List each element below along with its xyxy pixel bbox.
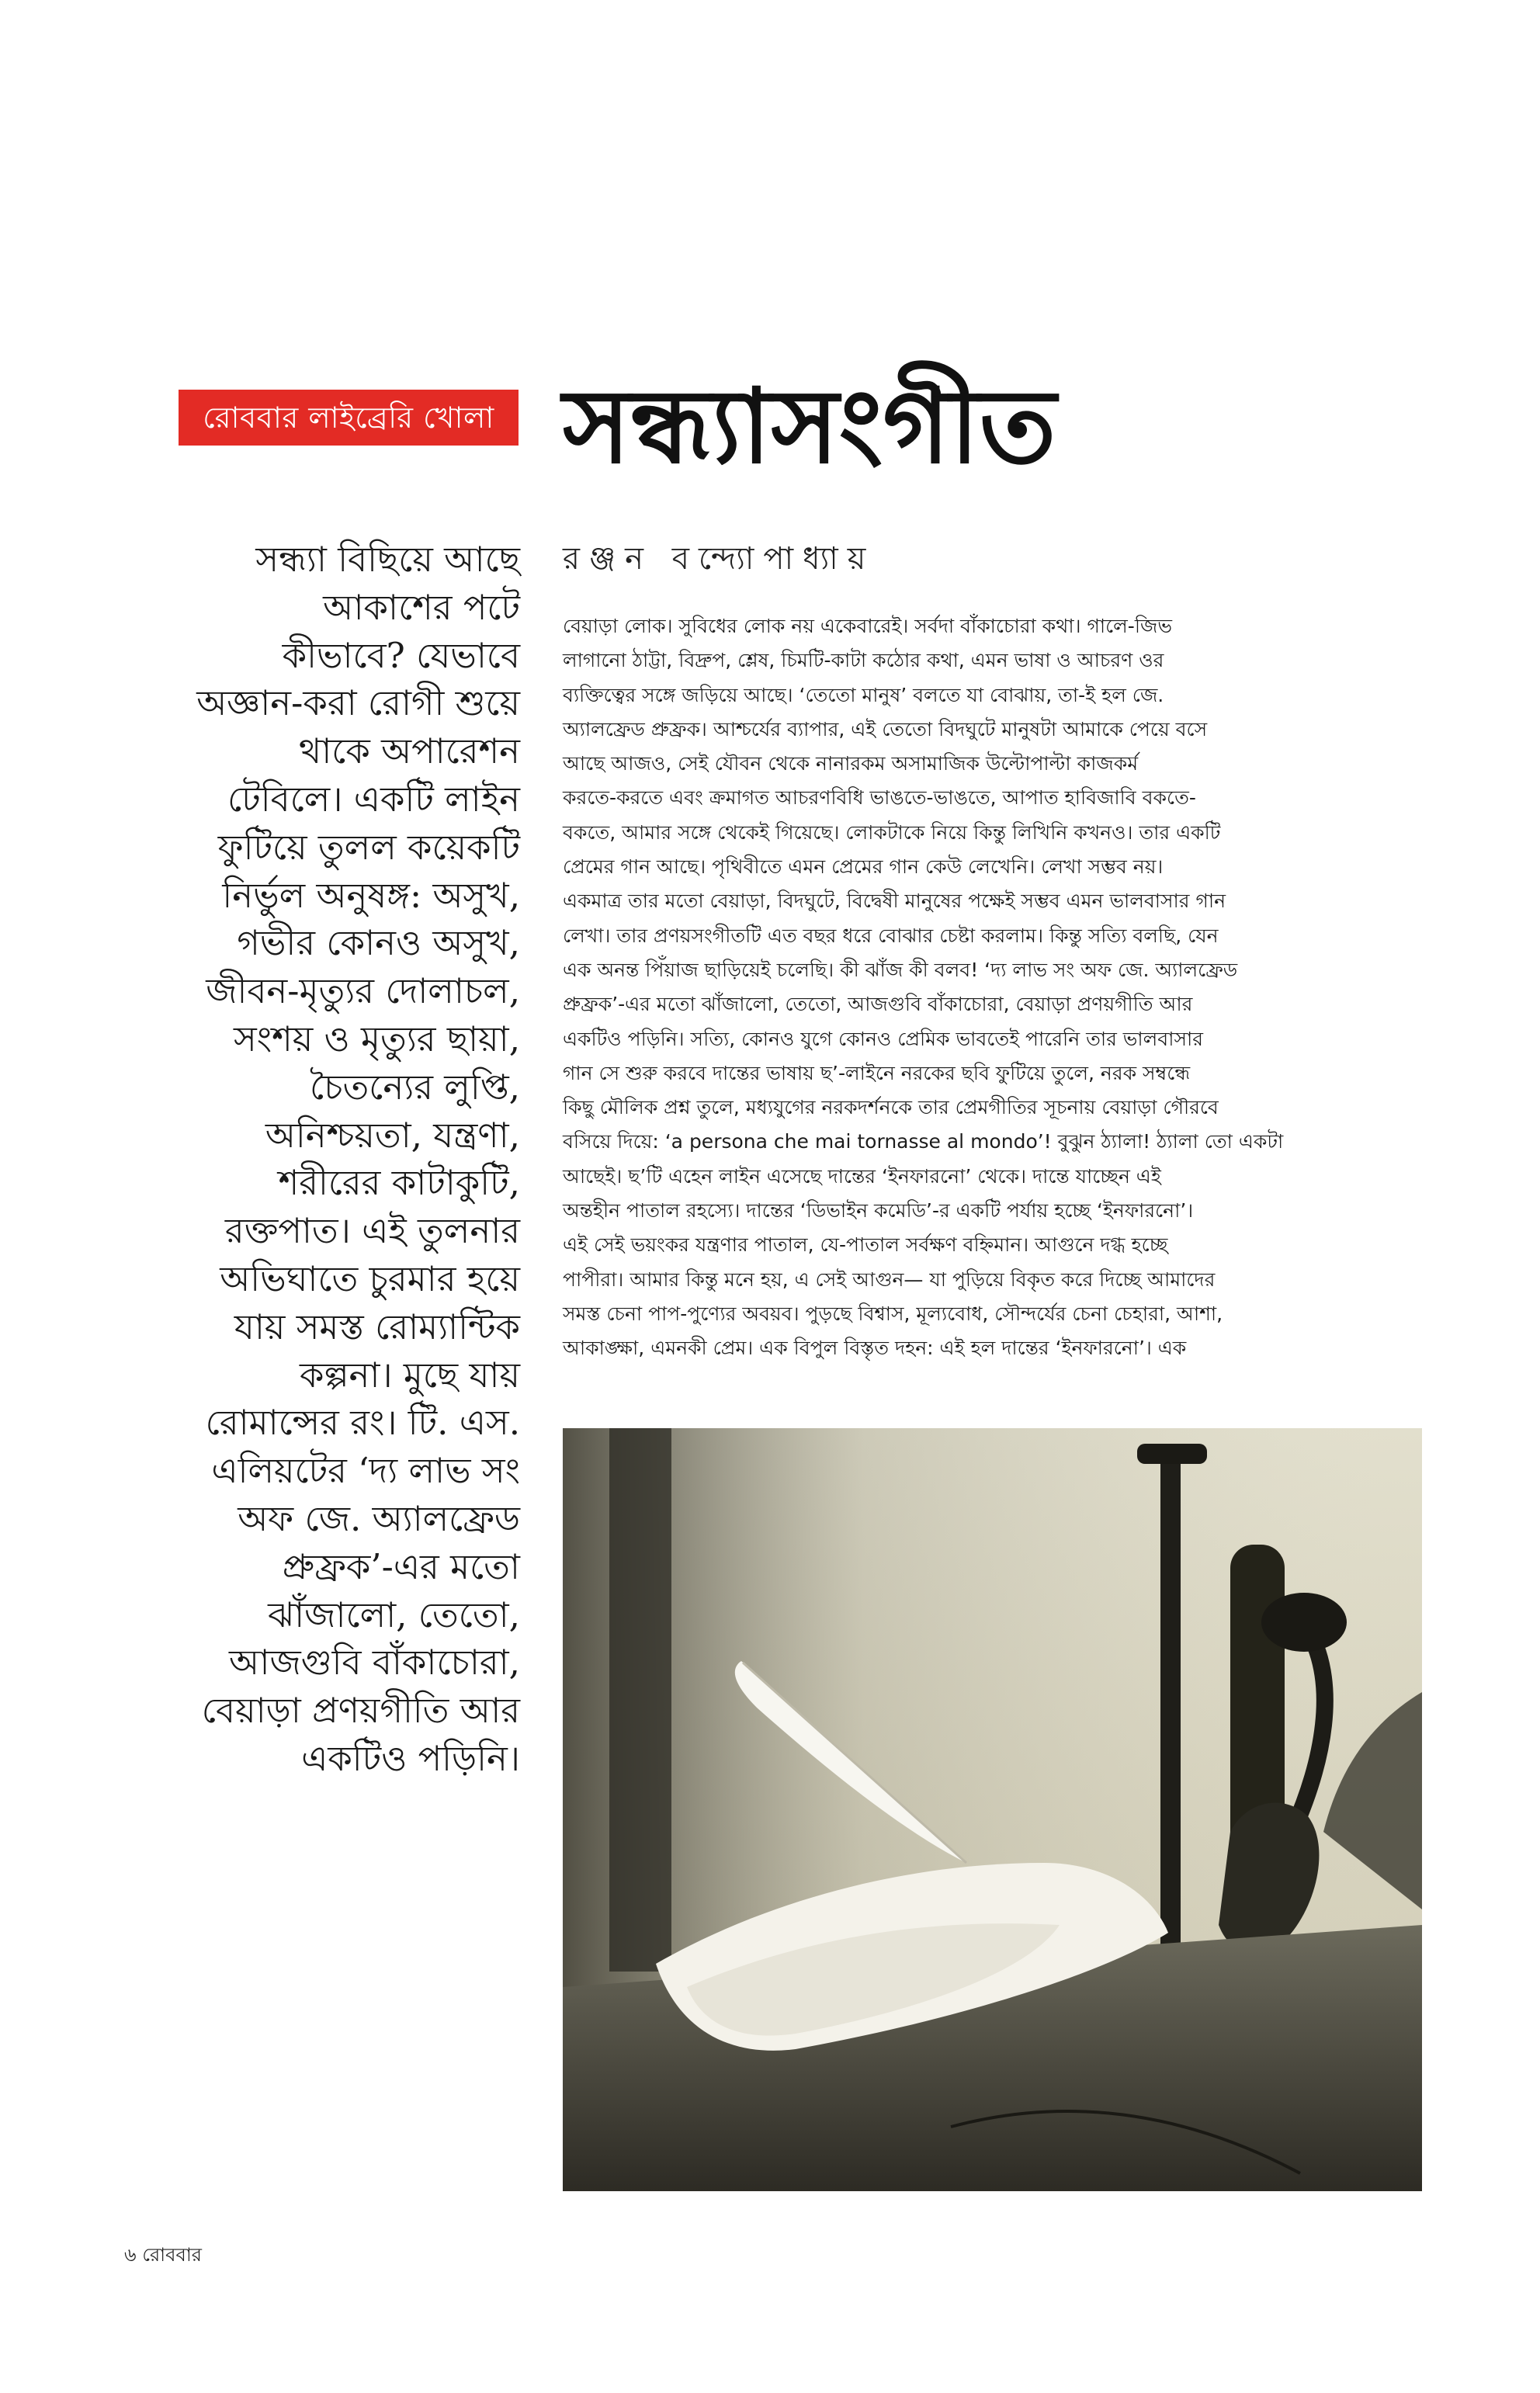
pull-quote-line: অজ্ঞান-করা রোগী শুয়ে (196, 682, 520, 724)
candle-stand-left (1160, 1459, 1181, 1956)
pull-quote-line: থাকে অপারেশন (299, 730, 520, 772)
candle-holder (1137, 1444, 1207, 1464)
body-line: ব্যক্তিত্বের সঙ্গে জড়িয়ে আছে। ‘তেতো মানুষ’ বলতে যা বোঝায়, তা-ই হল জে. (563, 683, 1164, 706)
pull-quote-line: শরীরের কাটাকুটি, (278, 1162, 520, 1204)
body-line: আকাঙ্ক্ষা, এমনকী প্রেম। এক বিপুল বিস্তৃত দহন: এই হল দান্তের ‘ইনফারনো’। এক (563, 1337, 1187, 1360)
background-post (609, 1428, 671, 1972)
pull-quote-line: কল্পনা। মুছে যায় (299, 1354, 520, 1396)
writing-desk-illustration (563, 1428, 1422, 2191)
body-line: বসিয়ে দিয়ে: ‘a persona che mai tornasse al mondo’! বুঝুন ঠ্যালা! ঠ্যালা তো একটা (563, 1130, 1284, 1153)
pull-quote-line: টেবিলে। একটি লাইন (227, 778, 520, 820)
inkstand-head (1261, 1593, 1347, 1652)
pull-quote (124, 536, 520, 1783)
body-line: এই সেই ভয়ংকর যন্ত্রণার পাতাল, যে-পাতাল সর্বক্ষণ বহ্নিমান। আগুনে দগ্ধ হচ্ছে (563, 1233, 1168, 1257)
body-line: বেয়াড়া লোক। সুবিধের লোক নয় একেবারেই। সর্বদা বাঁকাচোরা কথা। গালে-জিভ (563, 615, 1172, 637)
pull-quote-line: ফুটিয়ে তুলল কয়েকটি (217, 826, 520, 868)
pull-quote-line: প্রুফ্রক’-এর মতো (282, 1545, 520, 1587)
body-line: করতে-করতে এবং ক্রমাগত আচরণবিধি ভাঙতে-ভাঙতে, আপাত হাবিজাবি বকতে- (563, 786, 1196, 810)
pull-quote-line: চৈতন্যের লুপ্তি, (310, 1066, 520, 1108)
pull-quote-line: অফ জে. অ্যালফ্রেড (238, 1497, 520, 1539)
body-line: লাগানো ঠাট্টা, বিদ্রুপ, শ্লেষ, চিমটি-কাটা কঠোর কথা, এমন ভাষা ও আচরণ ওর (563, 649, 1164, 672)
pull-quote-line: ঝাঁজালো, তেতো, (268, 1594, 520, 1635)
pull-quote-line: আকাশের পটে (323, 586, 520, 628)
pull-quote-line: গভীর কোনও অসুখ, (237, 922, 520, 964)
body-line: লেখা। তার প্রণয়সংগীতটি এত বছর ধরে বোঝার চেষ্টা করলাম। কিন্তু সত্যি বলছি, যেন (563, 924, 1219, 947)
pull-quote-line: রক্তপাত। এই তুলনার (224, 1210, 520, 1252)
pull-quote-line: অভিঘাতে চুরমার হয়ে (220, 1257, 520, 1299)
pull-quote-line: সংশয় ও মৃত্যুর ছায়া, (234, 1018, 520, 1060)
pull-quote-line: এলিয়টের ‘দ্য লাভ সং (211, 1450, 520, 1492)
body-line: এক অনন্ত পিঁয়াজ ছাড়িয়েই চলেছি। কী ঝাঁজ কী বলব! ‘দ্য লাভ সং অফ জে. অ্যালফ্রেড (563, 958, 1238, 981)
pull-quote-line: যায় সমস্ত রোম্যান্টিক (234, 1306, 520, 1347)
body-line: অ্যালফ্রেড প্রুফ্রক। আশ্চর্যের ব্যাপার, এই তেতো বিদঘুটে মানুষটা আমাকে পেয়ে বসে (563, 717, 1208, 740)
body-line: আছে আজও, সেই যৌবন থেকে নানারকম অসামাজিক উল্টোপাল্টা কাজকর্ম (563, 752, 1139, 775)
article-photo (563, 1428, 1422, 2191)
pull-quote-line: আজগুবি বাঁকাচোরা, (228, 1642, 520, 1684)
pull-quote-line: সন্ধ্যা বিছিয়ে আছে (255, 539, 520, 580)
pull-quote-line: অনিশ্চয়তা, যন্ত্রণা, (265, 1114, 520, 1156)
pull-quote-line: নির্ভুল অনুষঙ্গ: অসুখ, (222, 874, 520, 916)
pull-quote-line: রোমান্সের রং। টি. এস. (205, 1402, 520, 1444)
pull-quote-line: কীভাবে? যেভাবে (282, 634, 520, 676)
article-title: সন্ধ্যাসংগীত (563, 366, 1056, 487)
body-line: আছেই। ছ’টি এহেন লাইন এসেছে দান্তের ‘ইনফারনো’ থেকে। দান্তে যাচ্ছেন এই (563, 1164, 1161, 1188)
body-line: পাপীরা। আমার কিন্তু মনে হয়, এ সেই আগুন— যা পুড়িয়ে বিকৃত করে দিচ্ছে আমাদের (563, 1268, 1216, 1291)
body-line: একটিও পড়িনি। সত্যি, কোনও যুগে কোনও প্রেমিক ভাবতেই পারেনি তার ভালবাসার (563, 1027, 1203, 1050)
body-line: গান সে শুরু করবে দান্তের ভাষায় ছ’-লাইনে নরকের ছবি ফুটিয়ে তুলে, নরক সম্বন্ধে (563, 1061, 1191, 1084)
body-line: বকতে, আমার সঙ্গে থেকেই গিয়েছে। লোকটাকে নিয়ে কিন্তু লিখিনি কখনও। তার একটি (563, 820, 1221, 844)
pull-quote-line: জীবন-মৃত্যুর দোলাচল, (206, 970, 520, 1012)
body-line: কিছু মৌলিক প্রশ্ন তুলে, মধ্যযুগের নরকদর্শনকে তার প্রেমগীতির সূচনায় বেয়াড়া গৌরবে (563, 1096, 1219, 1119)
body-line: একমাত্র তার মতো বেয়াড়া, বিদঘুটে, বিদ্বেষী মানুষের পক্ষেই সম্ভব এমন ভালবাসার গান (563, 890, 1226, 913)
body-line: সমস্ত চেনা পাপ-পুণ্যের অবয়ব। পুড়ছে বিশ্বাস, মূল্যবোধ, সৌন্দর্যের চেনা চেহারা, আশা, (563, 1302, 1223, 1325)
body-line: প্রেমের গান আছে। পৃথিবীতে এমন প্রেমের গান কেউ লেখেনি। লেখা সম্ভব নয়। (563, 855, 1164, 879)
section-tag: রোববার লাইব্রেরি খোলা (179, 390, 519, 446)
pull-quote-line: বেয়াড়া প্রণয়গীতি আর (201, 1690, 520, 1732)
body-line: অন্তহীন পাতাল রহস্যে। দান্তের ‘ডিভাইন কমেডি’-র একটি পর্যায় হচ্ছে ‘ইনফারনো’। (563, 1199, 1194, 1223)
pull-quote-line: একটিও পড়িনি। (301, 1737, 520, 1779)
article-body (563, 609, 1417, 1366)
page-folio: ৬ রোববার (124, 2244, 203, 2266)
body-line: প্রুফ্রক’-এর মতো ঝাঁজালো, তেতো, আজগুবি বাঁকাচোরা, বেয়াড়া প্রণয়গীতি আর (563, 993, 1193, 1016)
author-byline: রঞ্জন বন্দ্যোপাধ্যায় (563, 541, 876, 577)
